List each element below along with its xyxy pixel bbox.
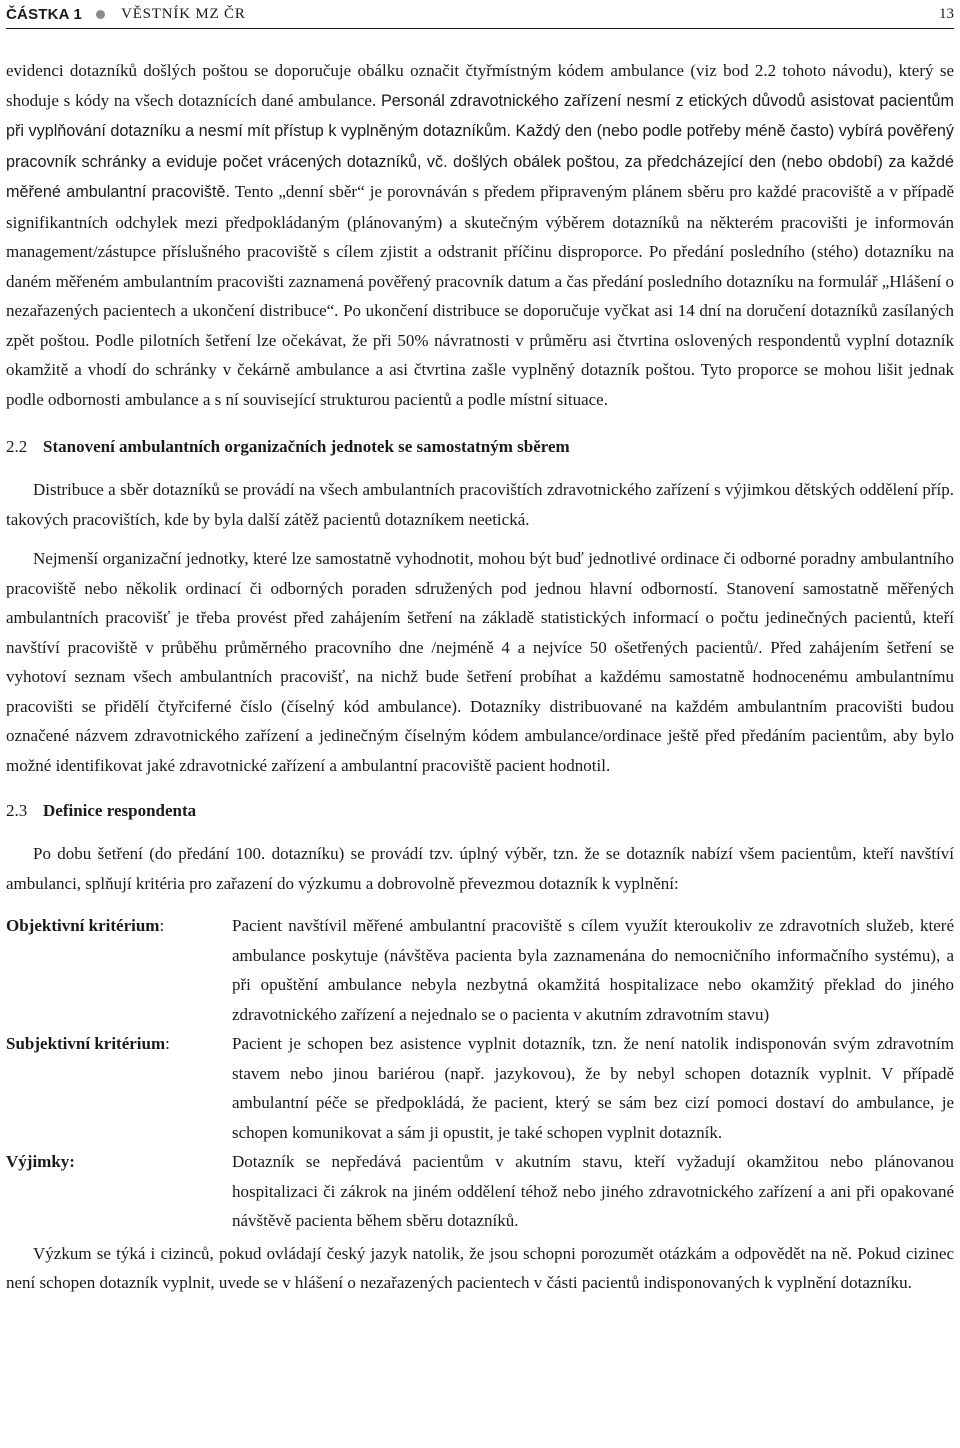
section-title: Stanovení ambulantních organizačních jednotek se samostatným sběrem [43, 437, 570, 456]
section-2-2-paragraph-1: Distribuce a sběr dotazníků se provádí na všech ambulantních pracovištích zdravotnického zařízení s výjimkou dětských oddělení příp. takových pracovištích, kde by byla další zátěž pacientů dotazníkem neetická. [6, 480, 954, 529]
section-number: 2.3 [6, 801, 28, 820]
intro-text-serif-2: Tento „denní sběr“ je porovnáván s předem připraveným plánem sběru pro každé pracoviště a v případě signifikantních odchylek mezi předpokládaným (plánovaným) a skutečným výběrem dotazníků na některém pracovišti je informován management/zástupce příslušného pracoviště s cílem zjistit a odstranit příčinu disproporce. Po předání posledního (stého) dotazníku na daném měřeném ambulantním pracovišti zaznamená pověřený pracovník datum a čas předání posledního dotazníku na formulář „Hlášení o nezařazených pacientech a ukončení distribuce“. Po ukončení distribuce se doporučuje vyčkat asi 14 dní na doručení dotazníků zasílaných zpět poštou. [6, 182, 954, 350]
section-2-3-paragraph-1: Po dobu šetření (do předání 100. dotazníku) se provádí tzv. úplný výběr, tzn. že se dotazník nabízí všem pacientům, kteří navštíví ambulanci, splňují kritéria pro zařazení do výzkumu a dobrovolně převezmou dotazník k vyplnění: [6, 844, 954, 893]
intro-text-sans: Personál zdravotnického zařízení nesmí z etických důvodů asistovat pacientům při vyplňování dotazníku a nesmí mít přístup k vyplněným dotazníkům. Každý den (nebo podle potřeby méně často) vybírá pověřený pracovník schránky a eviduje počet vrácených dotazníků, vč. došlých obálek poštou, za předcházející den (nebo období) za každé měřené ambulantní pracoviště. [6, 91, 955, 201]
running-header [6, 0, 954, 29]
section-number: 2.2 [6, 437, 28, 456]
intro-text-serif-3: Podle pilotních šetření lze očekávat, že při 50% návratnosti v průměru asi čtvrtina oslovených respondentů vyplní dotazník okamžitě a vhodí do schránky v čekárně ambulance a asi čtvrtina zašle vyplněný dotazník poštou. Tyto proporce se mohou lišit jednak podle odbornosti ambulance a s ní související strukturou pacientů a podle místní situace. [6, 330, 954, 409]
criterion-objective [6, 911, 954, 1029]
criterion-label: Výjimky: [6, 1152, 75, 1171]
issue-part: ČÁSTKA 1 [6, 5, 83, 23]
criterion-text: Pacient navštívil měřené ambulantní pracoviště s cílem využít kteroukoliv ze zdravotních služeb, které ambulance poskytuje (návštěva pacienta byla zaznamenána do nemocničního informačního systému), a při opuštění ambulance nebyla nezbytná okamžitá hospitalizace nebo okamžitý překlad do jiného zdravotnického zařízení a nejednalo se o pacienta v akutním zdravotním stavu) [232, 916, 954, 1024]
criterion-subjective [6, 1029, 954, 1147]
criteria-list [6, 911, 954, 1236]
section-2-3-paragraph-final: Výzkum se týká i cizinců, pokud ovládají český jazyk natolik, že jsou schopni porozumět otázkám a odpovědět na ně. Pokud cizinec není schopen dotazník vyplnit, uvede se v hlášení o nezařazených pacientech v části pacientů indisponovaných k vyplnění dotazníku. [6, 1243, 954, 1292]
section-2-2-paragraph-2: Nejmenší organizační jednotky, které lze samostatně vyhodnotit, mohou být buď jednotlivé ordinace či odborné poradny ambulantního pracoviště nebo několik ordinací či odborných poraden sdružených pod jednou hlavní odborností. Stanovení samostatně měřených ambulantních pracovišť je třeba provést před zahájením šetření na základě statistických informací o počtu jedinečných pacientů, kteří navštíví pracoviště v průběhu průměrného pracovního dne /nejméně 4 a nejvíce 50 ošetřených pacientů/. Před zahájením šetření se vyhotoví seznam všech ambulantních pracovišť, na nichž bude šetření probíhat a každému samostatně hodnocenému ambulantnímu pracovišti se přidělí čtyřciferné číslo (číselný kód ambulance). Dotazníky distribuované na každém ambulantním pracovišti budou označené názvem zdravotnického zařízení a jedinečným číselným kódem ambulance/ordinace ještě před předáním pacientům, aby bylo možné identifikovat jaké zdravotnické zařízení a ambulantní pracoviště pacient hodnotil. [6, 549, 954, 775]
criterion-label: Objektivní kritérium: [6, 916, 165, 935]
criterion-exceptions [6, 1147, 954, 1236]
journal-title: VĚSTNÍK MZ ČR [121, 5, 246, 22]
criterion-text: Pacient je schopen bez asistence vyplnit dotazník, tzn. že není natolik indisponován svým zdravotním stavem nebo jinou bariérou (např. jazykovou), že by nebyl schopen dotazník vyplnit. V případě ambulantní péče se předpokládá, že pacient, který se sám bez cizí pomoci dostaví do ambulance, je schopen komunikovat a sám ji opustit, je také schopen vyplnit dotazník. [232, 1034, 954, 1142]
section-heading-2-3 [6, 796, 954, 825]
intro-paragraph [6, 56, 954, 414]
section-heading-2-2 [6, 432, 954, 461]
bullet-dot-icon [96, 10, 105, 19]
criterion-text: Dotazník se nepředává pacientům v akutním stavu, kteří vyžadují okamžitou nebo plánovanou hospitalizaci či zákrok na jiném oddělení téhož nebo jiného zdravotnického zařízení a ani při opakované návštěvě pacienta během sběru dotazníků. [232, 1152, 954, 1230]
intro-text-serif: evidenci dotazníků došlých poštou se doporučuje obálku označit čtyřmístným kódem ambulance (viz bod 2.2 tohoto návodu), který se shoduje s kódy na všech dotaznících dané ambulance. [6, 61, 954, 110]
page-number: 13 [939, 5, 954, 22]
section-title: Definice respondenta [43, 801, 197, 820]
criterion-label: Subjektivní kritérium: [6, 1034, 170, 1053]
